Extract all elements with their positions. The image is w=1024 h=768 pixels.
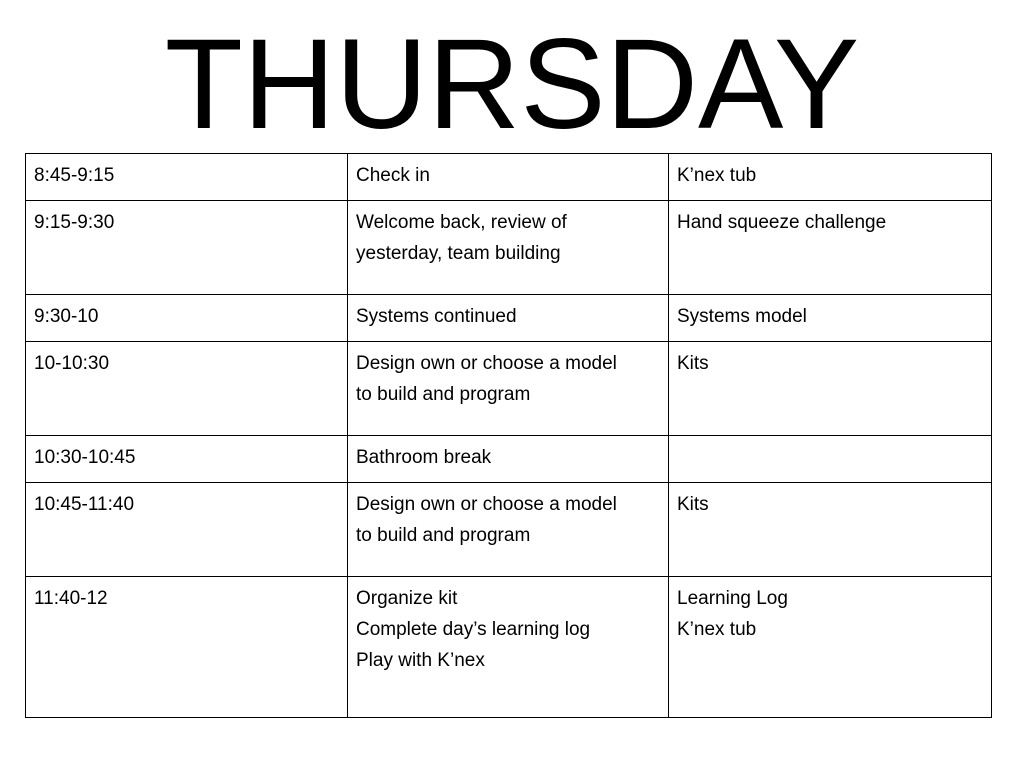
materials-cell: Kits — [669, 483, 992, 577]
activity-cell: Organize kit Complete day’s learning log Play with K’nex — [348, 577, 669, 718]
time-cell: 8:45-9:15 — [26, 154, 348, 201]
activity-cell: Systems continued — [348, 295, 669, 342]
activity-cell: Design own or choose a model to build and program — [348, 342, 669, 436]
table-row — [26, 201, 992, 295]
materials-cell: K’nex tub — [669, 154, 992, 201]
materials-cell: Kits — [669, 342, 992, 436]
time-cell: 11:40-12 — [26, 577, 348, 718]
table-row — [26, 295, 992, 342]
table-row — [26, 483, 992, 577]
table-row — [26, 342, 992, 436]
activity-cell: Check in — [348, 154, 669, 201]
time-cell: 9:15-9:30 — [26, 201, 348, 295]
table-row — [26, 436, 992, 483]
time-cell: 10:45-11:40 — [26, 483, 348, 577]
materials-cell: Hand squeeze challenge — [669, 201, 992, 295]
table-row — [26, 154, 992, 201]
materials-cell — [669, 436, 992, 483]
materials-cell: Learning Log K’nex tub — [669, 577, 992, 718]
activity-cell: Design own or choose a model to build and program — [348, 483, 669, 577]
time-cell: 10-10:30 — [26, 342, 348, 436]
schedule-table — [25, 153, 992, 718]
table-row — [26, 577, 992, 718]
activity-cell: Welcome back, review of yesterday, team building — [348, 201, 669, 295]
time-cell: 9:30-10 — [26, 295, 348, 342]
time-cell: 10:30-10:45 — [26, 436, 348, 483]
page-title: THURSDAY — [164, 13, 860, 156]
activity-cell: Bathroom break — [348, 436, 669, 483]
materials-cell: Systems model — [669, 295, 992, 342]
